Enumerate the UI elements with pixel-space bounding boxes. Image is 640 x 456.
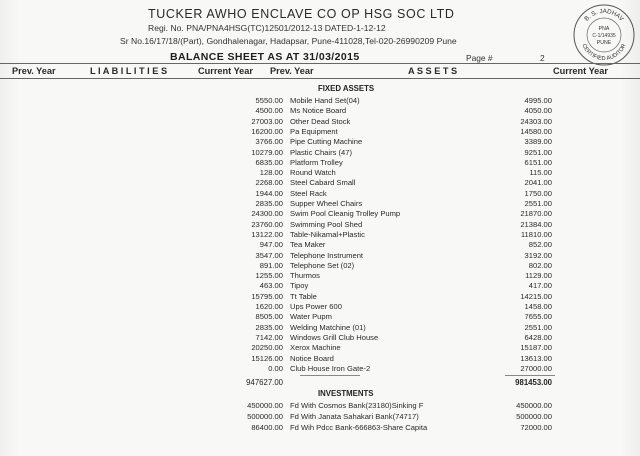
prev-year-value: 128.00: [259, 168, 283, 178]
asset-name: Fd With Janata Sahakari Bank(74717): [290, 411, 419, 421]
prev-year-value: 3766.00: [255, 137, 283, 147]
stamp-city-code: PNA: [598, 26, 610, 32]
asset-name: Steel Rack: [290, 188, 327, 198]
current-year-value: 802.00: [528, 260, 552, 270]
list-item: [0, 251, 640, 261]
current-year-value: 24303.00: [520, 116, 552, 126]
asset-name: Ups Power 600: [290, 302, 342, 311]
header-rule-top: [0, 63, 640, 64]
prev-year-value: 450000.00: [247, 401, 283, 410]
list-item: [0, 343, 640, 353]
prev-year-value: 1944.00: [255, 188, 283, 198]
list-item: [0, 209, 640, 219]
list-item: [0, 220, 640, 230]
prev-year-value: 500000.00: [247, 411, 283, 421]
prev-year-value: 3547.00: [255, 250, 283, 260]
current-year-value: 4995.00: [524, 96, 552, 105]
list-item: [0, 148, 640, 158]
list-item: [0, 364, 640, 374]
asset-name: Fd Wih Pdcc Bank-666863-Share Capita: [290, 422, 428, 432]
asset-name: Pipe Cutting Machine: [290, 137, 363, 147]
asset-name: Club House Iron Gate-2: [290, 363, 371, 373]
current-year-value: 852.00: [528, 240, 552, 250]
stamp-title: CERTIFIED AUDITOR: [580, 43, 628, 63]
asset-name: Telephone Instrument: [290, 250, 364, 260]
col-prev-year-assets: Prev. Year: [270, 66, 314, 76]
col-current-year-liabilities: Current Year: [198, 66, 253, 76]
asset-name: Notice Board: [290, 353, 334, 363]
list-item: [0, 323, 640, 333]
current-year-value: 14580.00: [520, 126, 552, 136]
list-item: [0, 302, 640, 312]
current-year-value: 72000.00: [520, 422, 552, 432]
asset-name: Xerox Machine: [290, 343, 341, 353]
asset-name: Telephone Set (02): [290, 260, 355, 270]
prev-year-value: 23760.00: [251, 219, 283, 229]
list-item: [0, 189, 640, 199]
asset-name: Supper Wheel Chairs: [290, 199, 363, 208]
prev-year-value: 27003.00: [251, 116, 283, 126]
society-name: TUCKER AWHO ENCLAVE CO OP HSG SOC LTD: [148, 7, 455, 21]
list-item: [0, 312, 640, 322]
prev-year-value: 13122.00: [251, 229, 283, 239]
current-year-value: 13613.00: [520, 353, 552, 363]
asset-name: Windows Grill Club House: [290, 332, 379, 342]
list-item: [0, 412, 640, 422]
prev-year-value: 947.00: [259, 240, 283, 250]
prev-year-value: 1255.00: [255, 271, 283, 281]
asset-name: Swim Pool Cleanig Trolley Pump: [290, 209, 401, 219]
current-year-value: 450000.00: [516, 401, 552, 410]
current-year-value: 2551.00: [524, 199, 552, 208]
list-item: [0, 178, 640, 188]
current-year-value: 4050.00: [524, 106, 552, 116]
col-assets: A S S E T S: [408, 66, 458, 76]
asset-name: Mobile Hand Set(04): [290, 96, 360, 105]
current-year-value: 1750.00: [524, 188, 552, 198]
col-current-year-assets: Current Year: [553, 66, 608, 76]
stamp-membership: C-1/14935: [592, 33, 616, 39]
asset-name: Table-Nikamal+Plastic: [290, 229, 365, 239]
auditor-stamp: [572, 3, 636, 67]
asset-name: Plastic Chairs (47): [290, 147, 353, 157]
svg-text:CERTIFIED AUDITOR: [580, 43, 627, 62]
svg-text:B. S. JADHAV: [583, 8, 625, 23]
prev-year-value: 5550.00: [255, 96, 283, 105]
list-item: [0, 401, 640, 411]
current-year-value: 500000.00: [516, 411, 552, 421]
asset-name: Other Dead Stock: [290, 116, 351, 126]
asset-name: Steel Cabard Small: [290, 178, 356, 188]
asset-name: Ms Notice Board: [290, 106, 347, 116]
list-item: [0, 281, 640, 291]
prev-year-value: 86400.00: [251, 422, 283, 432]
page-label: Page #: [466, 53, 493, 63]
col-prev-year-liabilities: Prev. Year: [12, 66, 56, 76]
list-item: [0, 423, 640, 433]
current-year-value: 3192.00: [524, 250, 552, 260]
current-year-value: 2551.00: [524, 322, 552, 332]
prev-year-value: 15795.00: [251, 291, 283, 301]
fixed-assets-total-prev: 947627.00: [246, 378, 283, 387]
asset-name: Fd With Cosmos Bank(23180)Sinking F: [290, 401, 424, 410]
current-year-value: 2041.00: [524, 178, 552, 188]
prev-year-value: 16200.00: [251, 126, 283, 136]
list-item: [0, 158, 640, 168]
list-item: [0, 333, 640, 343]
document-title: BALANCE SHEET AS AT 31/03/2015: [170, 51, 360, 63]
prev-year-value: 24300.00: [251, 209, 283, 219]
list-item: [0, 127, 640, 137]
asset-name: Round Watch: [290, 168, 336, 178]
cur-total-rule: [505, 375, 555, 376]
current-year-value: 14215.00: [520, 291, 552, 301]
current-year-value: 9251.00: [524, 147, 552, 157]
list-item: [0, 106, 640, 116]
investments-heading: INVESTMENTS: [318, 389, 374, 398]
list-item: [0, 199, 640, 209]
current-year-value: 27000.00: [520, 363, 552, 373]
list-item: [0, 137, 640, 147]
fixed-assets-heading: FIXED ASSETS: [318, 84, 375, 93]
current-year-value: 115.00: [529, 168, 552, 178]
list-item: [0, 96, 640, 106]
prev-year-value: 8505.00: [255, 312, 283, 322]
prev-year-value: 4500.00: [255, 106, 283, 116]
prev-year-value: 15126.00: [251, 353, 283, 363]
current-year-value: 11810.00: [520, 229, 552, 239]
stamp-name: B. S. JADHAV: [583, 7, 625, 23]
asset-name: Water Pupm: [290, 312, 332, 322]
stamp-city: PUNE: [596, 40, 612, 46]
asset-name: Pa Equipment: [290, 126, 338, 136]
current-year-value: 1458.00: [524, 302, 552, 311]
current-year-value: 6428.00: [524, 332, 552, 342]
prev-year-value: 891.00: [259, 260, 283, 270]
list-item: [0, 261, 640, 271]
asset-name: Tea Maker: [290, 240, 326, 250]
prev-year-value: 2268.00: [255, 178, 283, 188]
society-address: Sr No.16/17/18/(Part), Gondhalenagar, Hadapsar, Pune-411028,Tel-020-26990209 Pune: [120, 36, 457, 46]
current-year-value: 21384.00: [520, 219, 552, 229]
header-rule-bottom: [0, 78, 640, 79]
prev-year-value: 1620.00: [255, 302, 283, 311]
current-year-value: 15187.00: [520, 343, 552, 353]
prev-year-value: 10279.00: [251, 147, 283, 157]
registration-number: Regi. No. PNA/PNA4HSG(TC)12501/2012-13 DATED-1-12-12: [148, 23, 386, 33]
asset-name: Tt Table: [290, 291, 317, 301]
list-item: [0, 240, 640, 250]
prev-year-value: 6835.00: [255, 157, 283, 167]
asset-name: Welding Matchine (01): [290, 322, 366, 332]
prev-total-rule: [300, 375, 360, 376]
list-item: [0, 292, 640, 302]
prev-year-value: 2835.00: [255, 199, 283, 208]
list-item: [0, 117, 640, 127]
prev-year-value: 0.00: [268, 363, 283, 373]
fixed-assets-total-cur: 981453.00: [515, 378, 552, 387]
asset-name: Thurmos: [290, 271, 320, 281]
current-year-value: 7655.00: [524, 312, 552, 322]
asset-name: Swimming Pool Shed: [290, 219, 363, 229]
prev-year-value: 463.00: [259, 281, 283, 291]
list-item: [0, 354, 640, 364]
current-year-value: 21870.00: [520, 209, 552, 219]
current-year-value: 1129.00: [525, 271, 552, 281]
current-year-value: 6151.00: [524, 157, 552, 167]
list-item: [0, 168, 640, 178]
current-year-value: 417.00: [528, 281, 552, 291]
list-item: [0, 271, 640, 281]
prev-year-value: 2835.00: [255, 322, 283, 332]
asset-name: Platform Trolley: [290, 157, 343, 167]
col-liabilities: L I A B I L I T I E S: [90, 66, 168, 76]
prev-year-value: 20250.00: [251, 343, 283, 353]
asset-name: Tipoy: [290, 281, 309, 291]
list-item: [0, 230, 640, 240]
current-year-value: 3389.00: [524, 137, 552, 147]
prev-year-value: 7142.00: [255, 332, 283, 342]
page-number: 2: [540, 53, 545, 63]
